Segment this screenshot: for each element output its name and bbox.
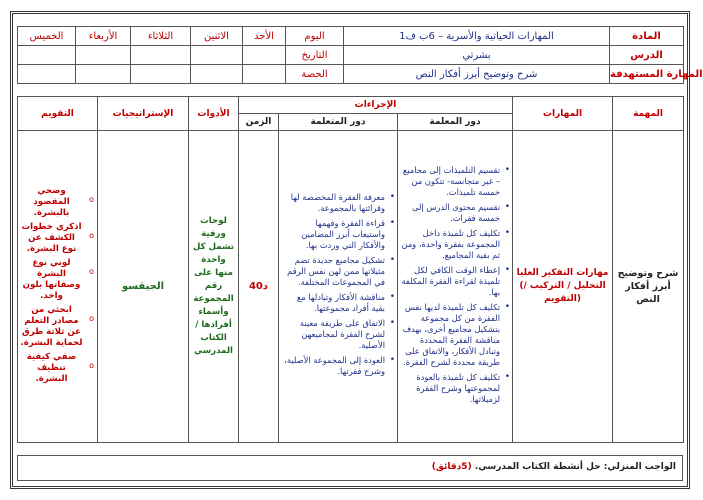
task-header: المهمة bbox=[613, 97, 684, 131]
evaluation-item: o صفي كيفية تنظيف البشرة. bbox=[20, 352, 83, 385]
time-header: الزمن bbox=[239, 114, 279, 131]
skills-line-1: مهارات التفكير العليا bbox=[516, 268, 609, 278]
task-cell: شرح وتوضيح أبرز أفكار النص bbox=[613, 131, 684, 443]
teacher-role-item: • تقسيم محتوى الدرس إلى خمسة فقرات. bbox=[400, 202, 500, 224]
skill-label: المهارة المستهدفة bbox=[610, 65, 684, 84]
evaluation-item: o اذكري خطوات الكشف عن نوع البشرة. bbox=[20, 222, 83, 255]
date-label: التاريخ bbox=[286, 46, 344, 65]
evaluation-item: o ابحثي من مصادر التعلم عن ثلاثة طرق لحماية البشرة. bbox=[20, 305, 83, 349]
student-role-item: • معرفة الفقرة المخصصة لها وقرائتها بالمجموعة. bbox=[281, 192, 385, 214]
lesson-label: الدرس bbox=[610, 46, 684, 65]
skills-cell bbox=[513, 131, 613, 443]
teacher-role-item: • تكليف كل تلميذة لديها نفس الفقرة من كل مجموعة بتشكيل مجاميع أخرى، بهدف مناقشة الفقرة المحددة وتبادل الأفكار، والاتفاق على طريقة محددة لشرح الفقرة. bbox=[400, 302, 500, 368]
day-wednesday: الأربعاء bbox=[76, 27, 131, 46]
homework-duration: (5دقائق) bbox=[431, 462, 472, 472]
teacher-role-header: دور المعلمة bbox=[398, 114, 513, 131]
homework-text: حل أنشطة الكتاب المدرسي. bbox=[474, 462, 601, 472]
strategy-cell: الجيقسو bbox=[98, 131, 189, 443]
time-cell: 40د bbox=[239, 131, 279, 443]
day-thursday: الخميس bbox=[18, 27, 76, 46]
day-tuesday: الثلاثاء bbox=[131, 27, 191, 46]
lesson-plan-table bbox=[17, 96, 684, 443]
subject-value: المهارات الحياتية والأسرية – 6ب ف1 bbox=[344, 27, 610, 46]
day-sunday: الأحد bbox=[243, 27, 286, 46]
subject-label: المادة bbox=[610, 27, 684, 46]
evaluation-cell bbox=[18, 131, 98, 443]
homework-label: الواجب المنزلي: bbox=[603, 462, 676, 472]
skill-value: شرح وتوضيح أبرز أفكار النص bbox=[344, 65, 610, 84]
day-monday: الاثنين bbox=[191, 27, 243, 46]
student-role-item: • قراءة الفقرة وفهمها واستيعاب أبرز المضامين والأفكار التي وردت بها. bbox=[281, 218, 385, 251]
teacher-role-item: • تكليف كل تلميذة بالعودة لمجموعتها وشرح الفقرة لزميلاتها. bbox=[400, 372, 500, 405]
period-label: الحصة bbox=[286, 65, 344, 84]
evaluation-header: التقويم bbox=[18, 97, 98, 131]
lesson-value: بشرتي bbox=[344, 46, 610, 65]
homework-line bbox=[432, 462, 676, 472]
homework-row bbox=[17, 455, 683, 481]
teacher-role-item: • تكليف كل تلميذة داخل المجموعة بفقرة واحدة، ومن ثم بقية المجاميع. bbox=[400, 228, 500, 261]
tools-header: الأدوات bbox=[189, 97, 239, 131]
strategies-header: الإستراتيجيات bbox=[98, 97, 189, 131]
skills-line-2: (التحليل / التركيب / التقويم) bbox=[519, 281, 606, 304]
student-role-header: دور المتعلمة bbox=[279, 114, 398, 131]
student-role-item: • مناقشة الأفكار وتبادلها مع بقية أفراد مجموعتها. bbox=[281, 292, 385, 314]
student-role-cell bbox=[279, 131, 398, 443]
student-role-item: • الاتفاق على طريقة معينة لشرح الفقرة لمجاميعهن الأصلية. bbox=[281, 318, 385, 351]
evaluation-item: o لوني نوع البشرة وصفاتها بلون واحد. bbox=[20, 258, 83, 302]
student-role-item: • تشكيل مجاميع جديدة تضم مثيلاتها ممن لهن نفس الرقم في المجموعات المختلفة. bbox=[281, 255, 385, 288]
teacher-role-cell bbox=[398, 131, 513, 443]
teacher-role-item: • تقسيم التلميذات إلى مجاميع – غير متجانسة- تتكون من خمسة تلميذات. bbox=[400, 165, 500, 198]
day-label: اليوم bbox=[286, 27, 344, 46]
student-role-item: • العودة إلى المجموعة الأصلية، وشرح فقرتها. bbox=[281, 355, 385, 377]
teacher-role-item: • إعطاء الوقت الكافي لكل تلميذة لقراءة الفقرة المكلفة بها. bbox=[400, 265, 500, 298]
procedures-header: الإجراءات bbox=[239, 97, 513, 114]
evaluation-item: o وضحي المقصود بالبشرة. bbox=[20, 186, 83, 219]
lesson-header-table bbox=[17, 26, 703, 84]
skills-header: المهارات bbox=[513, 97, 613, 131]
tools-cell: لوحات ورقية تشمل كل واحدة منها على رقم المجموعة وأسماء أفرادها / الكتاب المدرسي bbox=[189, 131, 239, 443]
